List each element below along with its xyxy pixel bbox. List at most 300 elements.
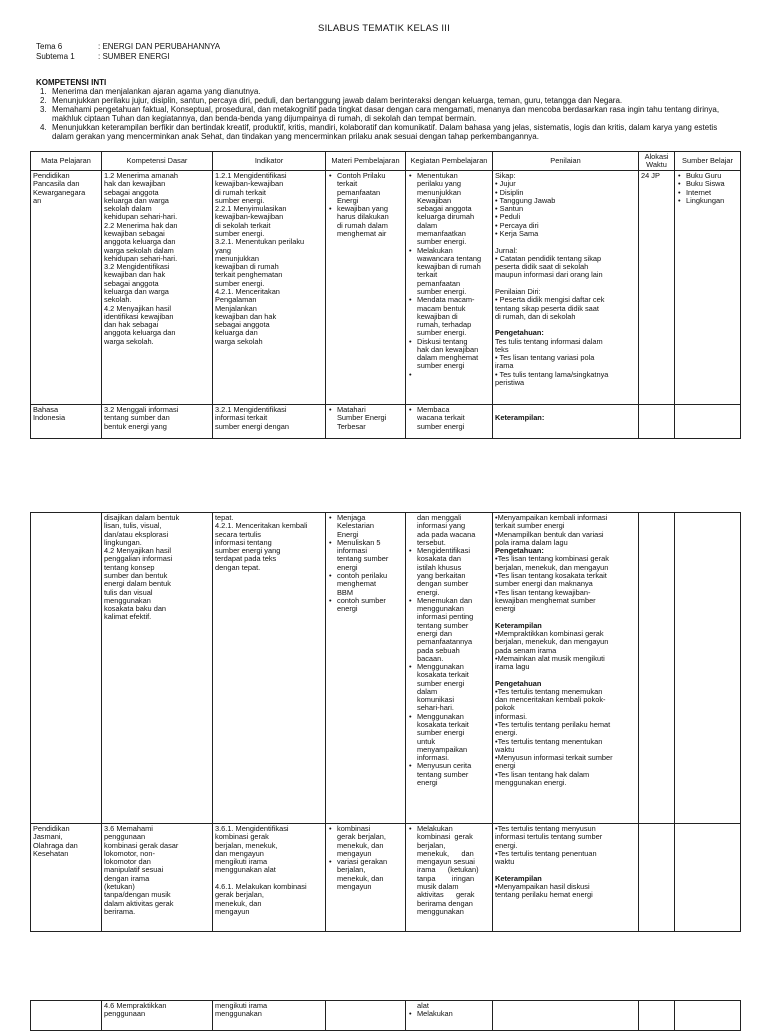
- bullet-line: • Melakukan: [408, 1010, 490, 1018]
- bullet-line: tentang sumber: [337, 554, 389, 564]
- bullet-line: • Membaca: [408, 406, 490, 414]
- bullet-line: • Menuliskan 5: [328, 539, 403, 547]
- document-page-3: [0, 996, 768, 1024]
- cell-line: 4.6 Mempraktikkan: [104, 1001, 167, 1010]
- bullet-line: • Mendata macam-: [408, 296, 490, 304]
- assessment-line: irama lagu: [495, 662, 530, 672]
- kompetensi-item-number: 1.: [40, 87, 47, 96]
- bullet-line: aktivitas gerak: [417, 890, 475, 900]
- kompetensi-item: [36, 106, 736, 124]
- cell-line: penggunaan: [104, 832, 146, 842]
- kompetensi-inti-list: [36, 88, 736, 142]
- bullet-line: menyampaikan: [417, 744, 468, 754]
- cell-line: Kewarganegara: [33, 187, 86, 197]
- assessment-line: peserta didik saat di sekolah: [495, 262, 589, 272]
- bullet-line: menekuk, dan: [337, 840, 384, 850]
- assessment-line: peristiwa: [495, 378, 525, 388]
- assessment-line: •Tes lisan tentang kosakata terkait: [495, 570, 607, 580]
- cell-line: kewajiban sebagai: [104, 228, 165, 238]
- bullet-line: wacana terkait: [417, 413, 465, 423]
- bullet-line: dengan sumber: [417, 579, 469, 589]
- bullet-line: informasi: [337, 546, 367, 556]
- assessment-line: •Menyampaikan hasil diskusi: [495, 881, 590, 891]
- assessment-line: •Tes tertulis tentang perilaku hemat: [495, 720, 611, 730]
- cell-line: mengikuti irama: [215, 857, 268, 867]
- assessment-line: informasi.: [495, 711, 528, 721]
- cell-line: Pendidikan: [33, 171, 70, 180]
- bullet-line: yang berkaitan: [417, 570, 466, 580]
- bullet-line: kosakata terkait: [417, 720, 469, 730]
- assessment-line: sumber energi dan maknanya: [495, 579, 593, 589]
- assessment-line: energi.: [495, 840, 518, 850]
- cell-line: mengikuti irama: [215, 1001, 268, 1010]
- header-kegiatan: Kegiatan Pembelajaran: [406, 152, 493, 171]
- cell-indikator: [213, 513, 326, 824]
- bullet-line: • Mengidentifikasi: [408, 547, 490, 555]
- assessment-line: Keterampilan:: [495, 413, 545, 423]
- assessment-line: energi: [495, 761, 516, 771]
- assessment-line: tentang perilaku hemat energi: [495, 890, 593, 900]
- cell-line: 4.6.1. Melakukan kombinasi: [215, 881, 307, 891]
- assessment-line: •Tes lisan tentang kombinasi gerak: [495, 554, 609, 564]
- bullet-line: tentang sumber: [417, 769, 469, 779]
- cell-line: mengayun: [215, 906, 250, 916]
- bullet-line: berjalan,: [337, 865, 366, 875]
- cell-indikator: [213, 171, 326, 405]
- assessment-line: •Memainkan alat musik mengikuti: [495, 653, 605, 663]
- bullet-line: tersebut.: [417, 537, 446, 547]
- assessment-line: • Tes tulis tentang lama/singkatnya: [495, 369, 609, 379]
- cell-line: 3.2.1 Mengidentifikasi: [215, 405, 287, 414]
- bullet-line: bacaan.: [417, 653, 444, 663]
- kompetensi-item-text: Menerima dan menjalankan ajaran agama yang dianutnya.: [52, 87, 261, 96]
- tema-row: [36, 43, 220, 52]
- bullet-line: tanpa iringan: [417, 873, 475, 883]
- cell-materi: [326, 824, 406, 932]
- cell-kd: [102, 1001, 213, 1031]
- cell-kegiatan: [406, 513, 493, 824]
- cell-line: Jasmani,: [33, 832, 63, 842]
- cell-line: lokomotor, non-: [104, 848, 155, 858]
- assessment-line: • Kerja Sama: [495, 228, 539, 238]
- table-row: [31, 1001, 741, 1031]
- bullet-line: pemanfaatan: [337, 187, 381, 197]
- bullet-line: • Menjaga: [328, 514, 403, 522]
- cell-line: menggunakan: [104, 595, 151, 605]
- assessment-line: berjalan, menekuk, dan mengayun: [495, 562, 609, 572]
- cell-line: 2.2 Menerima hak dan: [104, 220, 178, 230]
- bullet-line: gerak berjalan,: [337, 832, 386, 842]
- kompetensi-item-number: 3.: [40, 104, 47, 114]
- cell-line: tepat.: [215, 513, 234, 522]
- cell-line: Indonesia: [33, 413, 66, 423]
- assessment-line: Jurnal:: [495, 245, 518, 255]
- cell-line: kombinasi gerak dasar: [104, 840, 179, 850]
- assessment-line: •Tes lisan tentang hak dalam: [495, 769, 590, 779]
- bullet-line: • Melakukan: [408, 247, 490, 255]
- document-page-2: [0, 510, 768, 980]
- table-header-row: [31, 152, 741, 171]
- assessment-line: berjalan, menekuk, dan mengayun: [495, 637, 609, 647]
- cell-line: kewajiban-kewajiban: [215, 212, 284, 222]
- cell-line: penggunaan: [104, 1009, 146, 1019]
- kompetensi-inti-heading: KOMPETENSI INTI: [36, 78, 107, 87]
- cell-line: Pancasila dan: [33, 179, 80, 189]
- bullet-line: keluarga dirumah: [417, 212, 475, 222]
- assessment-line: Pengetahuan:: [495, 546, 544, 556]
- bullet-line: untuk: [417, 736, 436, 746]
- assessment-line: • Tes lisan tentang variasi pola: [495, 353, 595, 363]
- cell-penilaian: [493, 171, 639, 405]
- bullet-line: • Menggunakan: [408, 663, 490, 671]
- cell-line: sumber energi dengan: [215, 421, 289, 431]
- cell-sumber: [675, 513, 741, 824]
- bullet-line: Sumber Energi: [337, 413, 387, 423]
- bullet-line: pemanfaatannya: [417, 637, 473, 647]
- header-sumber: Sumber Belajar: [675, 152, 741, 171]
- assessment-line: Pengetahuan:: [495, 328, 544, 338]
- bullet-line: sebagai anggota: [417, 204, 472, 214]
- cell-line: bentuk energi yang: [104, 421, 167, 431]
- cell-line: secara tertulis: [215, 529, 262, 539]
- subtema-label: Subtema 1: [36, 52, 75, 61]
- cell-line: dan/atau eksplorasi: [104, 529, 169, 539]
- assessment-line: •Menampilkan bentuk dan variasi: [495, 529, 604, 539]
- cell-line: sebagai anggota: [215, 320, 270, 330]
- source-item: • Buku Guru: [677, 172, 738, 180]
- bullet-line: informasi yang: [417, 521, 466, 531]
- bullet-line: [408, 371, 490, 379]
- cell-line: lokomotor dan: [104, 857, 151, 867]
- bullet-line: • Melakukan: [408, 825, 490, 833]
- bullet-line: musik dalam: [417, 881, 459, 891]
- cell-indikator: [213, 405, 326, 439]
- syllabus-table-page-3: [30, 1000, 741, 1031]
- cell-line: anggota keluarga dan: [104, 328, 176, 338]
- cell-line: sumber energi yang: [215, 546, 281, 556]
- cell-line: penggalian informasi: [104, 554, 173, 564]
- assessment-line: • Peserta didik mengisi daftar cek: [495, 295, 605, 305]
- cell-mapel: [31, 513, 102, 824]
- cell-line: terkait penghematan: [215, 270, 283, 280]
- assessment-line: maupun informasi dari orang lain: [495, 270, 603, 280]
- assessment-line: informasi tertulis tentang sumber: [495, 832, 603, 842]
- bullet-line: informasi.: [417, 753, 450, 763]
- cell-line: berirama.: [104, 906, 136, 916]
- assessment-line: •Menyampaikan kembali informasi: [495, 513, 608, 522]
- document-page-1: [0, 0, 768, 492]
- assessment-line: • Tanggung Jawab: [495, 195, 556, 205]
- assessment-line: energi.: [495, 728, 518, 738]
- cell-kd: [102, 405, 213, 439]
- cell-line: Bahasa: [33, 405, 59, 414]
- bullet-line: alat: [417, 1001, 429, 1010]
- cell-line: gerak berjalan,: [215, 890, 264, 900]
- cell-penilaian: [493, 824, 639, 932]
- kompetensi-item-number: 2.: [40, 95, 47, 105]
- assessment-line: •Tes tertulis tentang menyusun: [495, 824, 596, 833]
- cell-line: Kesehatan: [33, 848, 69, 858]
- assessment-line: teks: [495, 344, 509, 354]
- syllabus-table-page-1: [30, 151, 741, 439]
- cell-line: 1.2 Menerima amanah: [104, 171, 178, 180]
- cell-line: kewajiban dan hak: [104, 270, 166, 280]
- assessment-line: •Mempraktikkan kombinasi gerak: [495, 628, 604, 638]
- cell-line: 3.2 Menggali informasi: [104, 405, 179, 414]
- bullet-line: sumber energi: [417, 361, 465, 371]
- kompetensi-item-number: 4.: [40, 122, 47, 132]
- kompetensi-item-text: Memahami pengetahuan faktual, Konseptual, prosedural, dan metakognitif pada tingkat dasar dengan cara mengamati, menanya dan mencoba berdasarkan rasa ingin tahu tentang dirinya, makhluk ciptaan Tuhan dan kegiatannya, dan benda-benda yang dijumpainya di rumah, di sekolah dan tempat bermain.: [52, 104, 720, 123]
- assessment-line: Tes tulis tentang informasi dalam: [495, 336, 603, 346]
- assessment-line: di rumah, dan di sekolah: [495, 311, 576, 321]
- assessment-line: Penilaian Diri:: [495, 286, 541, 296]
- table-row: [31, 824, 741, 932]
- cell-line: 4.2.1. Menceritakan: [215, 286, 280, 296]
- cell-line: Pengalaman: [215, 295, 257, 305]
- bullet-line: Terbesar: [337, 421, 366, 431]
- bullet-line: macam bentuk: [417, 303, 466, 313]
- assessment-line: irama: [495, 361, 514, 371]
- subtema-row: [36, 53, 170, 62]
- bullet-line: irama (ketukan): [417, 865, 479, 875]
- cell-line: 3.6.1. Mengidentifikasi: [215, 824, 289, 833]
- bullet-line: sumber energi: [417, 728, 465, 738]
- assessment-line: • Santun: [495, 204, 524, 214]
- assessment-line: •Menyusun informasi terkait sumber: [495, 753, 613, 763]
- cell-line: 1.2.1 Mengidentifikasi: [215, 171, 287, 180]
- cell-line: di sekolah terkait: [215, 220, 271, 230]
- bullet-line: dalam: [417, 220, 438, 230]
- assessment-line: pokok: [495, 703, 515, 713]
- cell-kegiatan: [406, 1001, 493, 1031]
- bullet-line: • Matahari: [328, 406, 403, 414]
- cell-line: kewajiban dan hak: [215, 311, 277, 321]
- assessment-line: • Jujur: [495, 179, 516, 189]
- bullet-line: mengayun sesuai: [417, 857, 475, 867]
- bullet-line: terkait: [417, 270, 438, 280]
- bullet-line: • kombinasi: [328, 825, 403, 833]
- cell-line: terdapat pada teks: [215, 554, 277, 564]
- cell-mapel: [31, 405, 102, 439]
- table-row: [31, 405, 741, 439]
- assessment-line: waktu: [495, 857, 515, 867]
- bullet-line: perilaku yang: [417, 179, 461, 189]
- bullet-line: kosakata dan: [417, 554, 461, 564]
- assessment-line: •Tes tertulis tentang menentukan: [495, 736, 603, 746]
- cell-penilaian: [493, 1001, 639, 1031]
- cell-line: anggota keluarga dan: [104, 237, 176, 247]
- cell-line: informasi tentang: [215, 537, 272, 547]
- cell-line: keluarga dan warga: [104, 286, 169, 296]
- bullet-line: sehari-hari.: [417, 703, 454, 713]
- assessment-line: kewajiban menghemat sumber: [495, 595, 596, 605]
- subtema-value: : SUMBER ENERGI: [98, 52, 170, 61]
- cell-line: kewajiban-kewajiban: [215, 179, 284, 189]
- bullet-line: terkait: [337, 179, 358, 189]
- cell-sumber: [675, 171, 741, 405]
- cell-line: 4.2 Menyajikan hasil: [104, 546, 171, 556]
- assessment-line: menggunakan energi.: [495, 778, 567, 787]
- cell-line: dengan tepat.: [215, 562, 261, 572]
- bullet-line: kombinasi gerak: [417, 832, 473, 842]
- bullet-line: • Menyusun cerita: [408, 762, 490, 770]
- syllabus-table-page-2: [30, 512, 741, 932]
- assessment-line: •Tes tertulis tentang menemukan: [495, 686, 603, 696]
- header-kd: Kompetensi Dasar: [102, 152, 213, 171]
- bullet-line: Energi: [337, 195, 359, 205]
- cell-line: warga sekolah dalam: [104, 245, 174, 255]
- cell-line: sumber energi.: [215, 195, 265, 205]
- bullet-line: menekuk, dan: [417, 848, 474, 858]
- kompetensi-item: [36, 124, 736, 142]
- bullet-line: sumber energi.: [417, 237, 467, 247]
- cell-line: Menjalankan: [215, 303, 257, 313]
- bullet-line: energi: [337, 604, 358, 614]
- cell-line: sekolah dalam: [104, 204, 152, 214]
- cell-line: kewajiban di rumah: [215, 262, 279, 272]
- bullet-line: berirama dengan: [417, 898, 473, 908]
- bullet-line: • contoh sumber: [328, 597, 403, 605]
- cell-penilaian: [493, 513, 639, 824]
- cell-line: dengan irama: [104, 873, 150, 883]
- cell-alokasi: 24 JP: [639, 171, 675, 405]
- cell-line: tentang sumber dan: [104, 413, 170, 423]
- assessment-line: Keterampilan: [495, 620, 542, 630]
- cell-indikator: [213, 824, 326, 932]
- bullet-line: komunikasi: [417, 695, 454, 705]
- cell-line: informasi terkait: [215, 413, 268, 423]
- assessment-line: Pengetahuan: [495, 678, 542, 688]
- bullet-line: hak dan kewajiban: [417, 344, 479, 354]
- cell-line: (ketukan): [104, 881, 135, 891]
- cell-line: hak dan kewajiban: [104, 179, 166, 189]
- cell-line: Olahraga dan: [33, 840, 78, 850]
- cell-line: kombinasi gerak: [215, 832, 269, 842]
- cell-line: menekuk, dan: [215, 898, 262, 908]
- bullet-line: pada sebuah: [417, 645, 460, 655]
- cell-materi: [326, 171, 406, 405]
- bullet-line: pemanfaatan: [417, 278, 461, 288]
- bullet-line: menunjukkan: [417, 187, 461, 197]
- cell-line: sumber energi.: [215, 278, 265, 288]
- tema-label: Tema 6: [36, 42, 63, 51]
- cell-line: Pendidikan: [33, 824, 70, 833]
- assessment-line: waktu: [495, 744, 515, 754]
- bullet-line: berjalan,: [417, 840, 446, 850]
- cell-kd: [102, 824, 213, 932]
- document-title: SILABUS TEMATIK KELAS III: [318, 23, 450, 34]
- bullet-line: • Menemukan dan: [408, 597, 490, 605]
- cell-line: berjalan, menekuk,: [215, 840, 278, 850]
- cell-line: energi dalam bentuk: [104, 579, 171, 589]
- cell-kegiatan: [406, 824, 493, 932]
- assessment-line: • Percaya diri: [495, 220, 539, 230]
- bullet-line: informasi penting: [417, 612, 474, 622]
- cell-indikator: [213, 1001, 326, 1031]
- cell-line: warga sekolah.: [104, 336, 154, 346]
- cell-line: menunjukkan: [215, 253, 259, 263]
- header-indikator: Indikator: [213, 152, 326, 171]
- cell-line: sebagai anggota: [104, 278, 159, 288]
- assessment-line: terkait sumber energi: [495, 521, 565, 531]
- cell-line: 2.2.1 Menyimulasikan: [215, 204, 287, 214]
- assessment-line: • Peduli: [495, 212, 521, 222]
- cell-mapel: [31, 171, 102, 405]
- bullet-line: dalam menghemat: [417, 353, 479, 363]
- bullet-line: • kewajiban yang: [328, 205, 403, 213]
- bullet-line: energi: [337, 562, 358, 572]
- cell-line: dan mengayun: [215, 848, 264, 858]
- assessment-line: • Disiplin: [495, 187, 524, 197]
- table-row: [31, 171, 741, 405]
- cell-line: menggunakan: [215, 1009, 262, 1019]
- cell-alokasi: [639, 513, 675, 824]
- cell-line: keluarga dan: [215, 328, 258, 338]
- cell-sumber: [675, 405, 741, 439]
- bullet-line: • Contoh Prilaku: [328, 172, 403, 180]
- cell-line: 4.2.1. Menceritakan kembali: [215, 521, 308, 531]
- assessment-line: pada senam irama: [495, 645, 557, 655]
- cell-line: kehidupan sehari-hari.: [104, 253, 178, 263]
- cell-sumber: [675, 1001, 741, 1031]
- bullet-line: tentang sumber: [417, 620, 469, 630]
- cell-line: an: [33, 195, 42, 205]
- cell-kegiatan: [406, 405, 493, 439]
- cell-line: menggunakan alat: [215, 865, 276, 875]
- bullet-line: rumah, terhadap: [417, 320, 472, 330]
- assessment-line: energi: [495, 604, 516, 614]
- cell-line: 3.6 Memahami: [104, 824, 153, 833]
- assessment-line: Sikap:: [495, 171, 516, 180]
- cell-sumber: [675, 824, 741, 932]
- assessment-line: dan menceritakan kembali pokok-: [495, 695, 606, 705]
- table-row: [31, 513, 741, 824]
- bullet-line: kewajiban di rumah: [417, 262, 481, 272]
- bullet-line: sumber energi: [417, 421, 465, 431]
- cell-alokasi: [639, 824, 675, 932]
- cell-alokasi: [639, 1001, 675, 1031]
- cell-materi: [326, 405, 406, 439]
- bullet-line: • Menggunakan: [408, 713, 490, 721]
- bullet-line: di rumah dalam: [337, 220, 388, 230]
- bullet-line: sumber energi.: [417, 286, 467, 296]
- source-item: • Lingkungan: [677, 197, 738, 205]
- cell-line: di rumah terkait: [215, 187, 266, 197]
- bullet-line: sumber energi.: [417, 328, 467, 338]
- cell-line: manipulatif sesuai: [104, 865, 164, 875]
- header-materi: Materi Pembelajaran: [326, 152, 406, 171]
- bullet-line: memanfaatkan: [417, 228, 466, 238]
- bullet-line: • Menentukan: [408, 172, 490, 180]
- bullet-line: mengayun: [337, 848, 372, 858]
- bullet-line: sumber energi: [417, 678, 465, 688]
- bullet-line: istilah khusus: [417, 562, 462, 572]
- bullet-line: kewajiban di: [417, 311, 458, 321]
- cell-line: kehidupan sehari-hari.: [104, 212, 178, 222]
- assessment-line: •Tes lisan tentang kewajiban-: [495, 587, 591, 597]
- bullet-line: mengayun: [337, 881, 372, 891]
- bullet-line: • variasi gerakan: [328, 858, 403, 866]
- cell-line: 4.2 Menyajikan hasil: [104, 303, 171, 313]
- bullet-line: • Diskusi tentang: [408, 338, 490, 346]
- cell-line: dalam aktivitas gerak: [104, 898, 174, 908]
- cell-mapel: [31, 824, 102, 932]
- cell-line: yang: [215, 245, 232, 255]
- cell-line: sekolah.: [104, 295, 132, 305]
- assessment-line: pola irama dalam lagu: [495, 537, 568, 547]
- bullet-line: harus dilakukan: [337, 212, 389, 222]
- header-mapel: Mata Pelajaran: [31, 152, 102, 171]
